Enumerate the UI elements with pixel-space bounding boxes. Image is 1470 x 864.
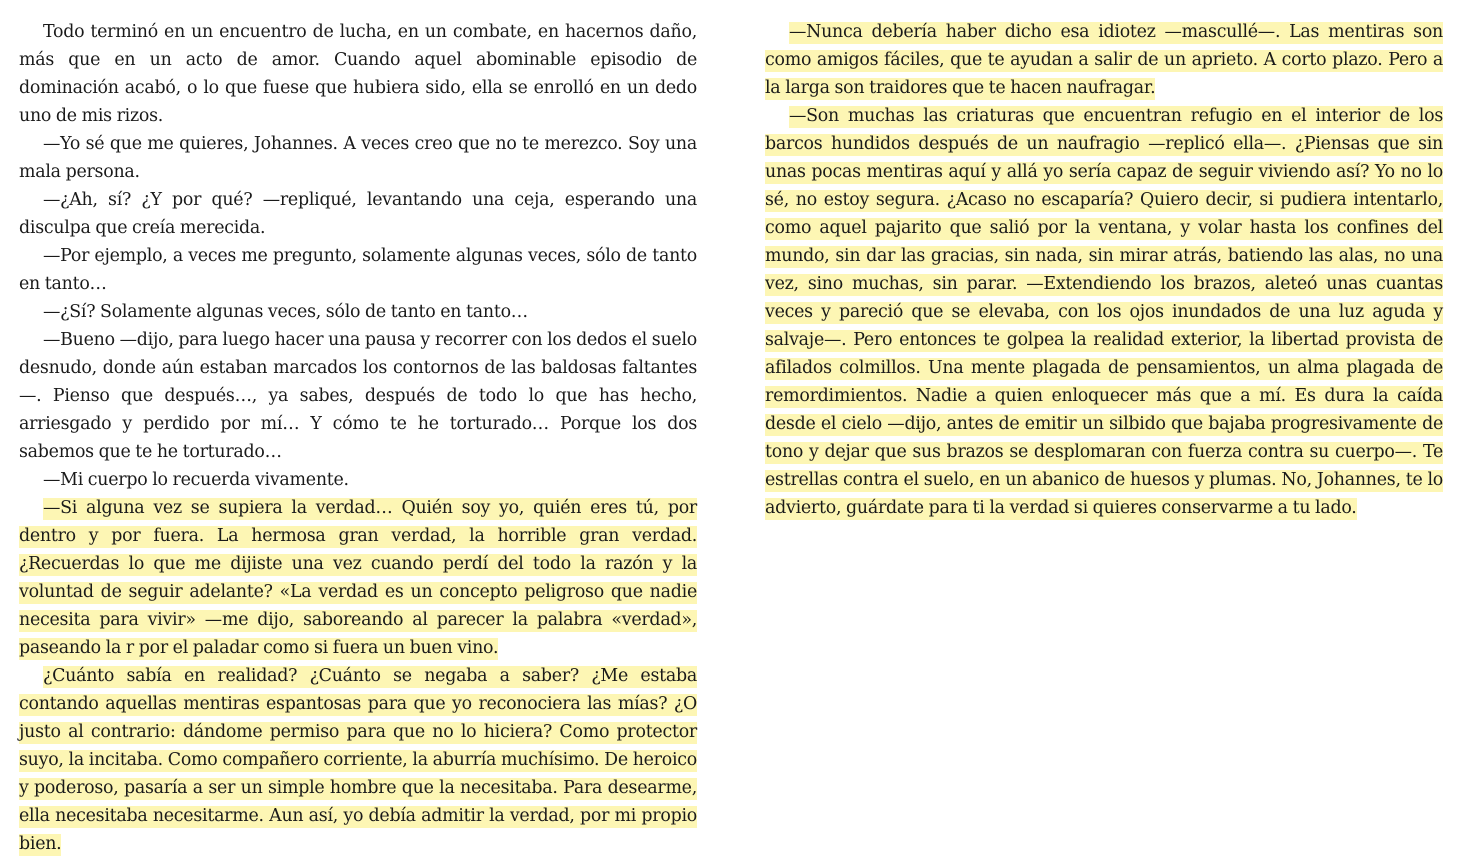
highlighted-paragraph [765,102,1443,522]
left-page [19,18,697,858]
paragraph [19,326,697,466]
highlighted-text[interactable]: —Si alguna vez se supiera la verdad… Quién soy yo, quién eres tú, por dentro y por fuera. La hermosa gran verdad, la horrible gran verdad. ¿Recuerdas lo que me dijiste una vez cuando perdí del todo la razón y la voluntad de seguir adelante? «La verdad es un concepto peligroso que nadie necesita para vivir» —me dijo, saboreando al parecer la palabra «verdad», paseando la r por el paladar como si fuera un buen vino. [19,498,697,658]
highlighted-text[interactable]: —Son muchas las criaturas que encuentran refugio en el interior de los barcos hundidos después de un naufragio —replicó ella—. ¿Piensas que sin unas pocas mentiras aquí y allá yo sería capaz de seguir viviendo así? Yo no lo sé, no estoy segura. ¿Acaso no escaparía? Quiero decir, si pudiera intentarlo, como aquel pajarito que salió por la ventana, y volar hasta los confines del mundo, sin dar las gracias, sin nada, sin mirar atrás, batiendo las alas, no una vez, sino muchas, sin parar. —Extendiendo los brazos, aleteó unas cuantas veces y pareció que se elevaba, con los ojos inundados de una luz aguda y salvaje—. Pero entonces te golpea la realidad exterior, la libertad provista de afilados colmillos. Una mente plagada de pensamientos, un alma plagada de remordimientos. Nadie a quien enloquecer más que a mí. Es dura la caída desde el cielo —dijo, antes de emitir un silbido que bajaba progresivamente de tono y dejar que sus brazos se desplomaran con fuerza contra su cuerpo—. Te estrellas contra el suelo, en un abanico de huesos y plumas. No, Johannes, te lo advierto, guárdate para ti la verdad si quieres conservarme a tu lado. [765,106,1443,518]
paragraph-text: —Bueno —dijo, para luego hacer una pausa y recorrer con los dedos el suelo desnudo, donde aún estaban marcados los contornos de las baldosas faltantes—. Pienso que después…, ya sabes, después de todo lo que has hecho, arriesgado y perdido por mí… Y cómo te he torturado… Porque los dos sabemos que te he torturado… [19,330,697,462]
highlighted-paragraph [765,18,1443,102]
highlighted-text[interactable]: ¿Cuánto sabía en realidad? ¿Cuánto se negaba a saber? ¿Me estaba contando aquellas mentiras espantosas para que yo reconociera las mías? ¿O justo al contrario: dándome permiso para que no lo hiciera? Como protector suyo, la incitaba. Como compañero corriente, la aburría muchísimo. De heroico y poderoso, pasaría a ser un simple hombre que la necesitaba. Para desearme, ella necesitaba necesitarme. Aun así, yo debía admitir la verdad, por mi propio bien. [19,666,697,854]
paragraph-text: —Yo sé que me quieres, Johannes. A veces creo que no te merezco. Soy una mala persona. [19,134,697,182]
paragraph-text: —Por ejemplo, a veces me pregunto, solamente algunas veces, sólo de tanto en tanto… [19,246,697,294]
highlighted-paragraph [19,662,697,858]
paragraph-text: Todo terminó en un encuentro de lucha, en un combate, en hacernos daño, más que en un acto de amor. Cuando aquel abominable episodio de dominación acabó, o lo que fuese que hubiera sido, ella se enrolló en un dedo uno de mis rizos. [19,22,697,126]
paragraph-text: —Mi cuerpo lo recuerda vivamente. [43,470,349,490]
highlighted-text[interactable]: —Nunca debería haber dicho esa idiotez —mascullé—. Las mentiras son como amigos fáciles, que te ayudan a salir de un aprieto. A corto plazo. Pero a la larga son traidores que te hacen naufragar. [765,22,1443,98]
paragraph [19,130,697,186]
paragraph [19,298,697,326]
paragraph-text: —¿Sí? Solamente algunas veces, sólo de tanto en tanto… [43,302,528,322]
paragraph [19,18,697,130]
highlighted-paragraph [19,494,697,662]
paragraph [19,466,697,494]
right-page [765,18,1443,522]
paragraph-text: —¿Ah, sí? ¿Y por qué? —repliqué, levantando una ceja, esperando una disculpa que creía merecida. [19,190,697,238]
paragraph [19,242,697,298]
paragraph [19,186,697,242]
